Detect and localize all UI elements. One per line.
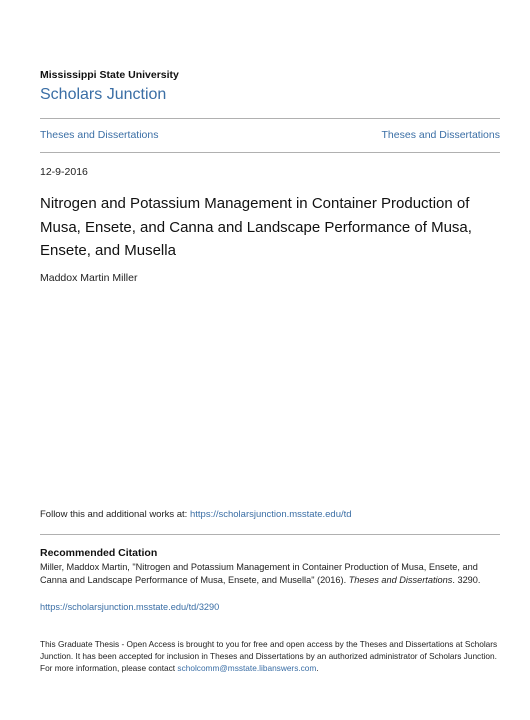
citation-link[interactable]: https://scholarsjunction.msstate.edu/td/3290: [40, 602, 220, 612]
university-name: Mississippi State University: [40, 69, 179, 81]
footer-end: .: [316, 662, 319, 673]
footer-text: This Graduate Thesis - Open Access is brought to you for free and open access by the Theses and Dissertations at Scholars Junction. It has been accepted for inclusion in Theses and Dissertations by an authorized administrator of Scholars Junction. For more information, please contact: [40, 639, 498, 673]
follow-link[interactable]: https://scholarsjunction.msstate.edu/td: [189, 509, 352, 520]
divider: [40, 152, 500, 153]
cover-page: [40, 0, 500, 720]
collection-link-right[interactable]: Theses and Dissertations: [381, 129, 500, 141]
citation-end: . 3290.: [452, 574, 481, 585]
citation-heading: Recommended Citation: [40, 547, 158, 559]
citation-text: [40, 561, 502, 586]
follow-line: [40, 509, 352, 520]
author-name: Maddox Martin Miller: [40, 272, 138, 284]
footer-notice: [40, 639, 502, 674]
citation-series: Theses and Dissertations: [348, 574, 453, 585]
site-name-link[interactable]: Scholars Junction: [40, 86, 167, 103]
divider: [40, 118, 500, 119]
publication-date: 12-9-2016: [40, 166, 88, 178]
follow-text: Follow this and additional works at:: [40, 509, 190, 520]
divider: [40, 534, 500, 535]
citation-main: Miller, Maddox Martin, "Nitrogen and Potassium Management in Container Production of Musa, Ensete, and Canna and Landscape Performance of Musa, Ensete, and Musella" (2016).: [40, 562, 478, 585]
contact-email-link[interactable]: scholcomm@msstate.libanswers.com: [177, 662, 317, 673]
document-title: Nitrogen and Potassium Management in Container Production of Musa, Ensete, and Canna and Landscape Performance of Musa, Ensete, and Musella: [40, 195, 472, 259]
collection-link-left[interactable]: Theses and Dissertations: [40, 129, 159, 141]
